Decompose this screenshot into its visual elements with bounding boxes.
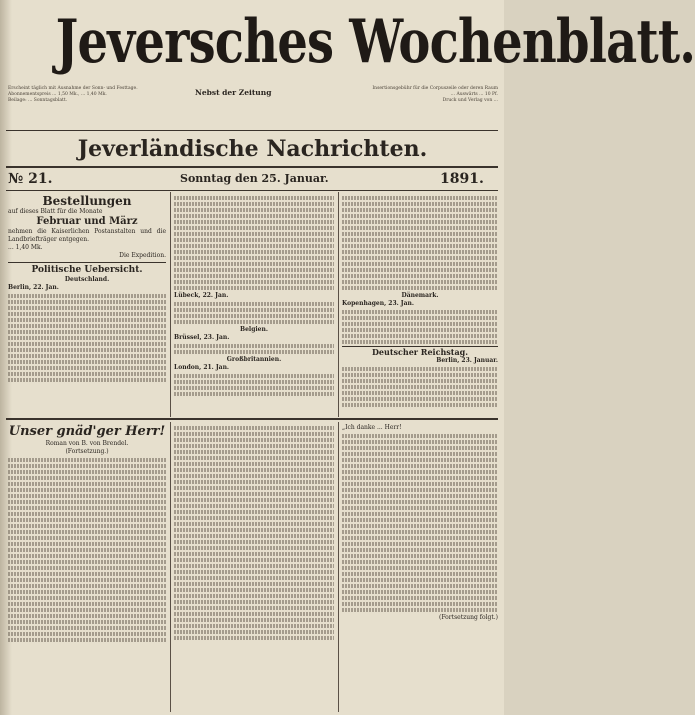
column-3 (342, 194, 498, 416)
rule (6, 130, 498, 131)
issue-date: Sonntag den 25. Januar. (180, 172, 329, 185)
supplement-title: Jeverländische Nachrichten. (77, 136, 428, 162)
serial-title: Unser gnäd'ger Herr! (8, 424, 166, 439)
serial-column-1 (8, 424, 166, 712)
column-rule (338, 192, 339, 417)
country-heading: Dänemark. (401, 292, 439, 299)
issue-number: № 21. (8, 171, 53, 187)
country-heading: Großbritannien. (226, 356, 282, 363)
rule (6, 166, 498, 168)
dateline: Brüssel, 23. Jan. (174, 334, 230, 341)
subscription-notes: Erscheint täglich mit Ausnahme der Sonn- und Festtage. Abonnementspreis ... 1,50 Mk., ... 1,40 Mk. Beilage: ... Sonntagsblatt. (8, 86, 138, 103)
serial-author: Roman von B. von Brendel. (45, 440, 129, 447)
rule (6, 190, 498, 191)
serial-column-3 (342, 424, 498, 712)
column-rule (170, 422, 171, 712)
ad-sub: auf dieses Blatt für die Monate (8, 208, 103, 215)
advert-notes: Insertionsgebühr für die Corpuszeile oder deren Raum ... Auswärts ... 10 Pf. Druck und Verlag von ... (372, 86, 498, 103)
section-heading: Politische Uebersicht. (31, 265, 143, 275)
country-heading: Deutschland. (64, 276, 110, 283)
country-heading: Belgien. (240, 326, 268, 333)
ad-months: Februar und März (36, 216, 138, 227)
serial-column-2 (174, 424, 334, 712)
dateline: Berlin, 23. Januar. (436, 357, 498, 364)
header-subname: Nebst der Zeitung (195, 88, 272, 97)
column-rule (170, 192, 171, 417)
dateline: London, 21. Jan. (174, 364, 230, 371)
dateline: Lübeck, 22. Jan. (174, 292, 229, 299)
section-heading: Deutscher Reichstag. (342, 346, 498, 357)
column-1 (8, 194, 166, 416)
ad-text: nehmen die Kaiserlichen Postanstalten und die Landbriefträger entgegen. (8, 228, 166, 243)
issue-year: 1891. (440, 171, 484, 187)
masthead-title: Jeversches Wochenblatt. (55, 7, 695, 77)
column-2 (174, 194, 334, 416)
serial-continuation: (Fortsetzung.) (65, 448, 109, 455)
ad-price: ... 1,40 Mk. (8, 244, 43, 251)
serial-to-be-continued: (Fortsetzung folgt.) (439, 614, 498, 621)
ad-sign: Die Expedition. (119, 252, 166, 259)
dateline: Berlin, 22. Jan. (8, 284, 59, 291)
column-rule (338, 422, 339, 712)
feuilleton-rule (6, 418, 498, 420)
ad-title: Bestellungen (42, 194, 132, 208)
serial-quote: „Ich danke ... Herr! (342, 424, 402, 431)
dateline: Kopenhagen, 23. Jan. (342, 300, 414, 307)
